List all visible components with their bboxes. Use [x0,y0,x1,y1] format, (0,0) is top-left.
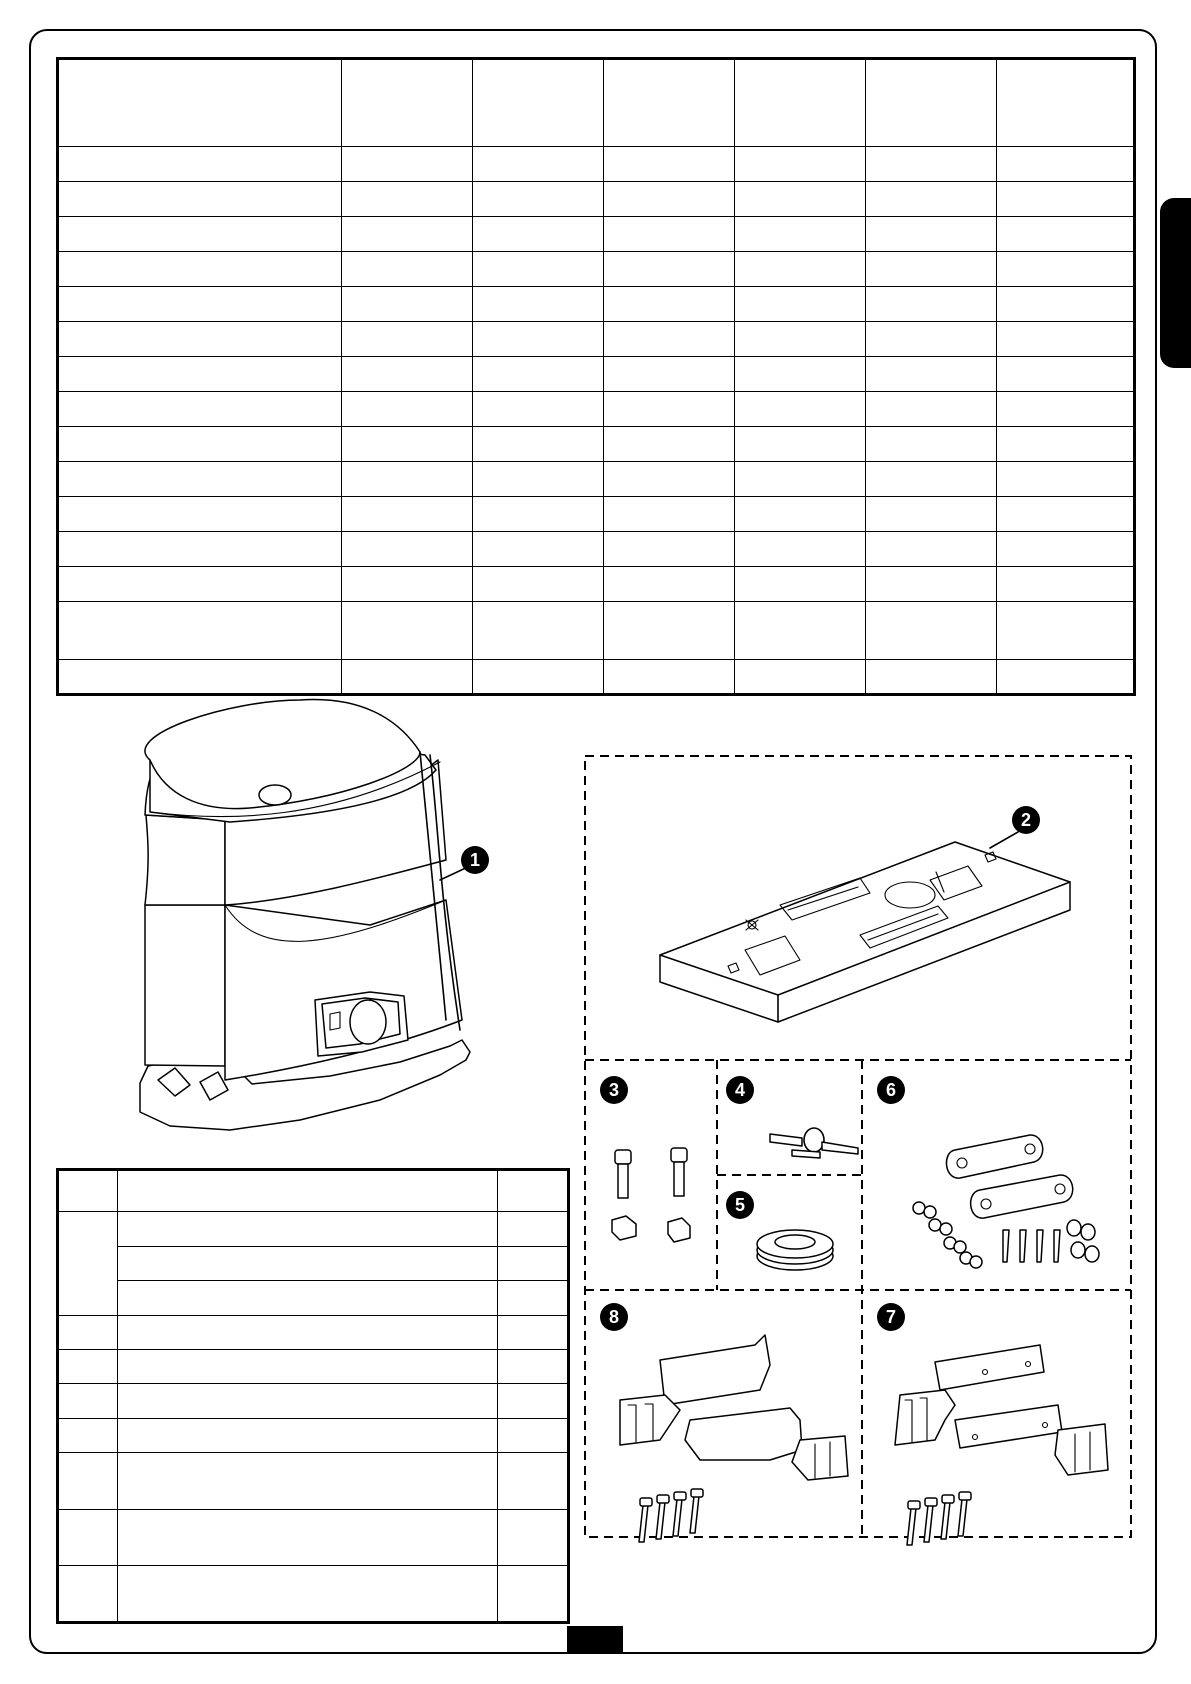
bracket-set-b-drawing [877,1303,1108,1545]
callout-2: 2 [1020,810,1032,830]
callout-7: 7 [885,1307,897,1327]
screws-nuts-drawing [600,1076,690,1242]
bracket-set-a-drawing [600,1303,848,1542]
washers-drawing [726,1191,833,1270]
callout-5: 5 [734,1195,746,1215]
keys-drawing [726,1076,858,1158]
callout-1: 1 [469,850,481,870]
limit-kit-drawing [877,1076,1099,1268]
motor-unit-drawing [140,700,489,1130]
screw-row [639,1489,703,1542]
callout-8: 8 [608,1307,620,1327]
callout-6: 6 [885,1080,897,1100]
callout-4: 4 [734,1080,746,1100]
base-plate-drawing [660,806,1070,1022]
callout-3: 3 [608,1080,620,1100]
